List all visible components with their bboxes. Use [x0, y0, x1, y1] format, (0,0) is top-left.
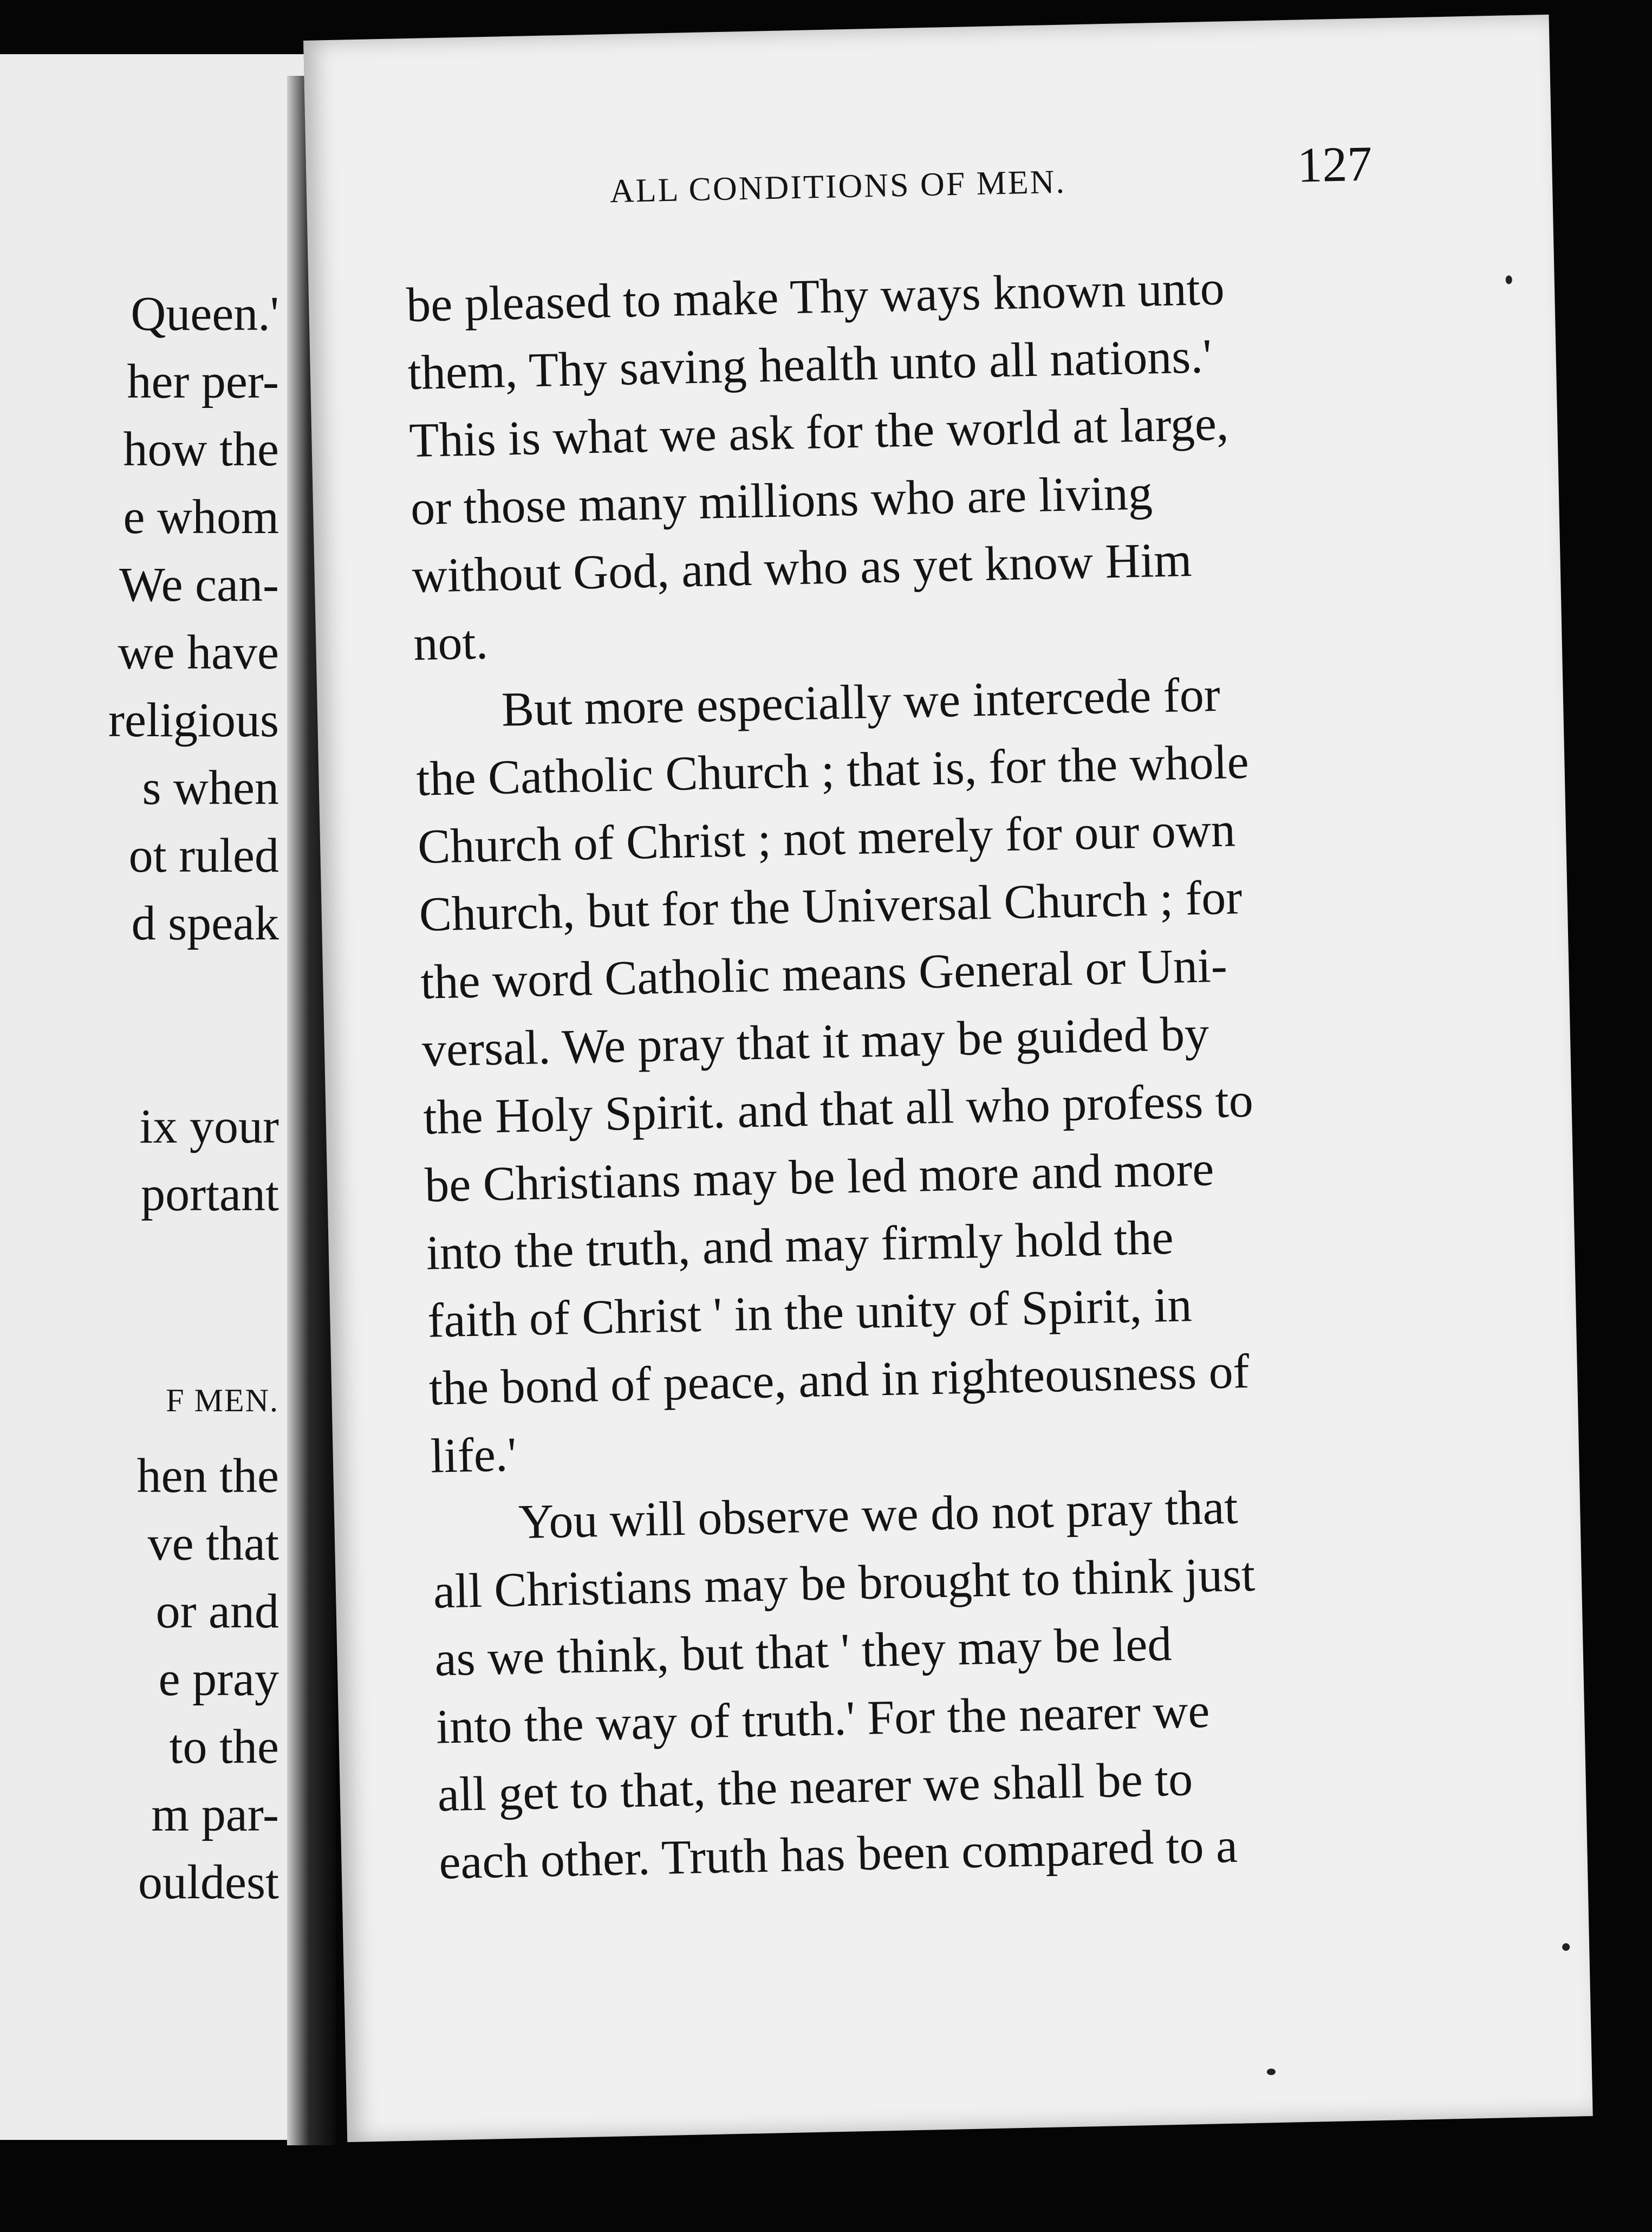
text-line: life.': [430, 1428, 517, 1483]
text-line: be Christians may be led more and more: [424, 1142, 1215, 1212]
left-page: [0, 54, 311, 2140]
left-page-line: m par-: [151, 1788, 279, 1841]
left-page-line: hen the: [136, 1449, 279, 1503]
left-page-line: we have: [118, 626, 279, 679]
right-page: [303, 15, 1593, 2142]
text-line: the bond of peace, and in righteousness of: [428, 1344, 1250, 1416]
left-page-line: e pray: [158, 1652, 279, 1706]
left-page-line: religious: [108, 693, 279, 747]
left-page-line: d speak: [131, 897, 279, 950]
left-page-line: her per-: [127, 355, 279, 408]
text-line: all Christians may be brought to think just: [432, 1547, 1256, 1619]
left-page-line: s when: [142, 761, 279, 815]
text-line: or those many millions who are living: [410, 466, 1153, 536]
text-line: into the truth, and may firmly hold the: [425, 1210, 1174, 1280]
text-line: versal. We pray that it may be guided by: [421, 1007, 1209, 1077]
left-page-line: ouldest: [138, 1855, 279, 1909]
left-page-line: ix your: [139, 1100, 279, 1153]
left-page-line: portant: [141, 1167, 279, 1221]
left-page-line: e whom: [123, 490, 279, 544]
text-line: without God, and who as yet know Him: [411, 533, 1193, 604]
left-page-line: to the: [169, 1720, 279, 1774]
print-speck: [1562, 1943, 1570, 1951]
text-line: You will observe we do not pray that: [518, 1480, 1239, 1549]
print-speck: [1267, 2068, 1276, 2075]
text-line: faith of Christ ' in the unity of Spirit, in: [427, 1278, 1193, 1348]
text-line: This is what we ask for the world at large,: [408, 397, 1230, 468]
left-page-line: We can-: [119, 558, 279, 612]
body-text: [406, 251, 1430, 1897]
text-line: the word Catholic means General or Uni-: [420, 938, 1228, 1009]
left-page-heading: F MEN.: [166, 1383, 279, 1418]
text-line: be pleased to make Thy ways known unto: [406, 261, 1225, 333]
text-line: Church, but for the Universal Church ; for: [418, 871, 1243, 942]
print-speck: [1506, 275, 1512, 284]
text-line: But more especially we intercede for: [500, 667, 1221, 737]
text-line: into the way of truth.' For the nearer we: [435, 1684, 1211, 1754]
text-line: Church of Christ ; not merely for our own: [417, 803, 1236, 874]
running-head: ALL CONDITIONS OF MEN.: [609, 163, 1066, 210]
page-number: 127: [1297, 135, 1373, 193]
text-line: not.: [413, 615, 489, 671]
left-page-line: Queen.': [131, 287, 279, 341]
text-line: the Catholic Church ; that is, for the whole: [415, 735, 1250, 806]
text-line: all get to that, the nearer we shall be to: [437, 1752, 1194, 1822]
left-page-line: or and: [155, 1585, 279, 1638]
left-page-line: ve that: [147, 1517, 279, 1571]
left-page-line: how the: [123, 423, 279, 476]
text-line: each other. Truth has been compared to a: [438, 1819, 1238, 1890]
left-page-line: ot ruled: [128, 829, 279, 883]
text-line: the Holy Spirit. and that all who profess to: [422, 1073, 1254, 1145]
text-line: as we think, but that ' they may be led: [434, 1617, 1173, 1686]
text-line: them, Thy saving health unto all nations.': [407, 329, 1212, 400]
